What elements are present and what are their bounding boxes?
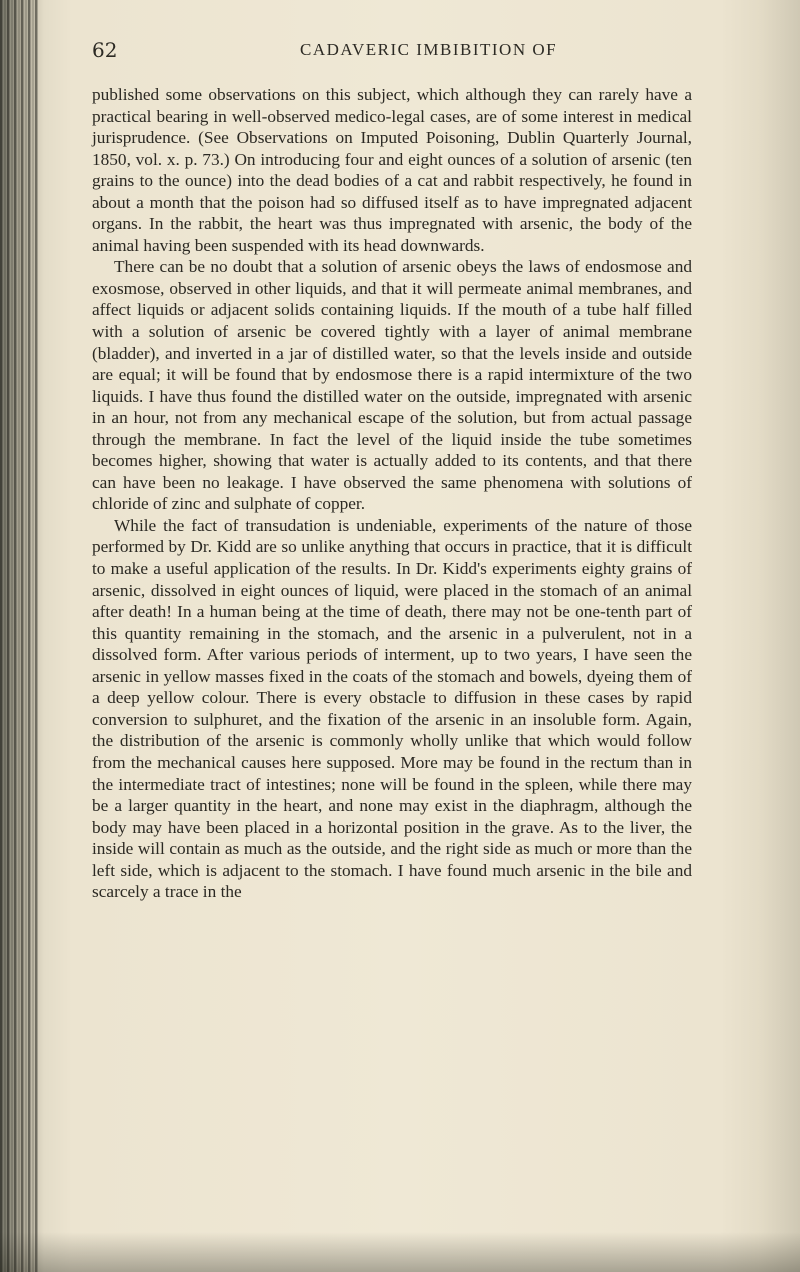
page-bottom-shadow xyxy=(0,1232,800,1272)
body-text xyxy=(92,84,692,903)
paragraph: published some observations on this subject, which although they can rarely have a practical bearing in well-observed medico-legal cases, are of some interest in medical jurisprudence. (See Observations on Imputed Poisoning, Dublin Quarterly Journal, 1850, vol. x. p. 73.) On introducing four and eight ounces of a solution of arsenic (ten grains to the ounce) into the dead bodies of a cat and rabbit respectively, he found in about a month that the poison had so diffused itself as to have impregnated adjacent organs. In the rabbit, the heart was thus impregnated with arsenic, the body of the animal having been suspended with its head downwards. xyxy=(92,85,692,255)
page-number: 62 xyxy=(92,38,118,62)
paragraph: There can be no doubt that a solution of arsenic obeys the laws of endosmose and exosmose, observed in other liquids, and that it will permeate animal membranes, and affect liquids or adjacent solids containing liquids. If the mouth of a tube half filled with a solution of arsenic be covered tightly with a layer of animal membrane (bladder), and inverted in a jar of distilled water, so that the levels inside and outside are equal; it will be found that by endosmose there is a rapid intermixture of the two liquids. I have thus found the distilled water on the outside, impregnated with arsenic in an hour, not from any mechanical escape of the solution, but from actual passage through the membrane. In fact the level of the liquid inside the tube sometimes becomes higher, showing that water is actually added to its contents, and that there can have been no leakage. I have observed the same phenomena with solutions of chloride of zinc and sulphate of copper. xyxy=(92,257,692,514)
book-binding-edge xyxy=(0,0,38,1272)
paragraph: While the fact of transudation is undeniable, experiments of the nature of those performed by Dr. Kidd are so unlike anything that occurs in practice, that it is difficult to make a useful application of the results. In Dr. Kidd's experiments eighty grains of arsenic, dissolved in eight ounces of liquid, were placed in the stomach of an animal after death! In a human being at the time of death, there may not be one-tenth part of this quantity remaining in the stomach, and the arsenic in a pulverulent, not in a dissolved form. After various periods of interment, up to two years, I have seen the arsenic in yellow masses fixed in the coats of the stomach and bowels, dyeing them of a deep yellow colour. There is every obstacle to diffusion in these cases by rapid conversion to sulphuret, and the fixation of the arsenic in an insoluble form. Again, the distribution of the arsenic is commonly wholly unlike that which would follow from the mechanical causes here supposed. More may be found in the rectum than in the intermediate tract of intestines; none will be found in the spleen, while there may be a larger quantity in the heart, and none may exist in the diaphragm, although the body may have been placed in a horizontal position in the grave. As to the liver, the inside will contain as much as the outside, and the right side as much or more than the left side, which is adjacent to the stomach. I have found much arsenic in the bile and scarcely a trace in the xyxy=(92,515,692,902)
running-head: CADAVERIC IMBIBITION OF xyxy=(300,40,558,59)
